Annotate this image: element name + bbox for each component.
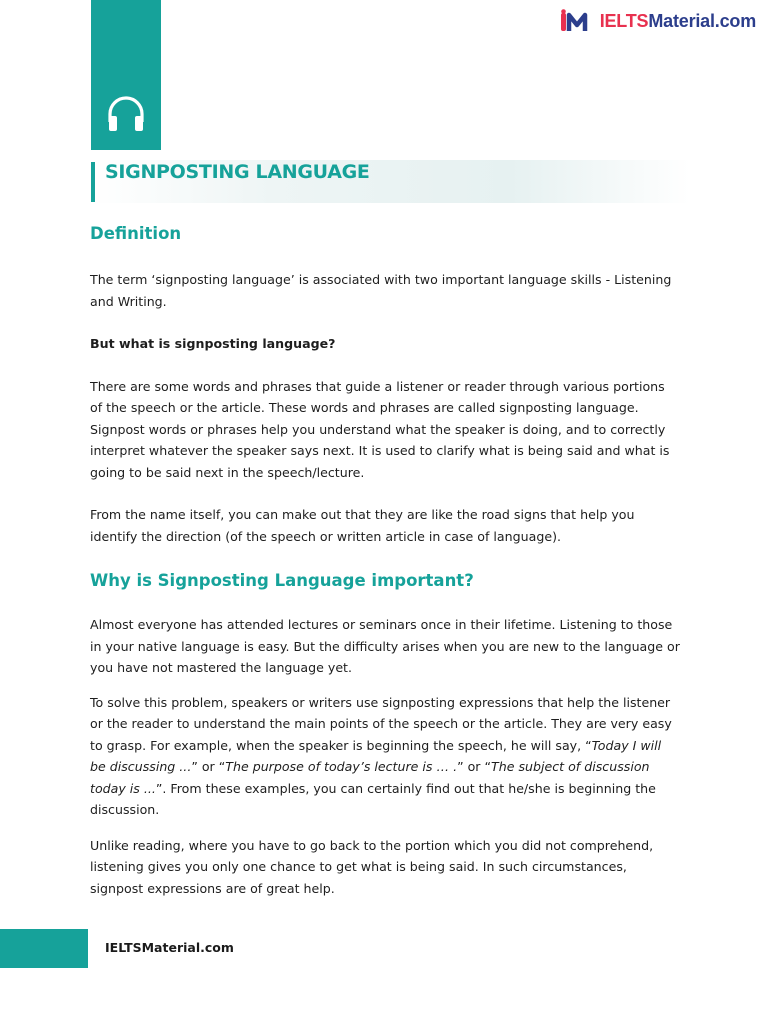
paragraph-examples: To solve this problem, speakers or writers use signposting expressions that help the listener or the reader to understand the main points of the speech or the article. They are very easy to grasp. For example, when the speaker is beginning the speech, he will say, “Today I will be discussing ...” or “The purpose of today’s lecture is … .” or “The subject of discussion today is ...”. From these examples, you can certainly find out that he/she is beginning the discussion.: [90, 694, 672, 817]
intro-paragraph: The term ‘signposting language’ is associated with two important language skills - Listening and Writing.: [90, 272, 672, 309]
question-paragraph: But what is signposting language?: [90, 336, 336, 351]
headphones-icon: [105, 94, 147, 132]
logo-mark-icon: [560, 9, 596, 33]
paragraph-lectures: Almost everyone has attended lectures or seminars once in their lifetime. Listening to those in your native language is easy. But the difficulty arises when you are new to the language or you have not mastered the language yet.: [90, 617, 680, 675]
footer-accent-bar: [0, 929, 88, 968]
paragraph-road-signs: From the name itself, you can make out that they are like the road signs that help you identify the direction (of the speech or written article in case of language).: [90, 507, 635, 544]
definition-heading: Definition: [90, 224, 182, 243]
logo-text: IELTSMaterial.com: [599, 10, 756, 31]
title-accent-bar: [91, 162, 95, 202]
example-1: Today I will be discussing ...: [90, 737, 662, 774]
document-body: [90, 222, 680, 899]
footer-site-link[interactable]: IELTSMaterial.com: [105, 940, 234, 955]
paragraph-what-is: There are some words and phrases that guide a listener or reader through various portions of the speech or the article. These words and phrases are called signposting language. Signpost words or phrases help you understand what the speaker is doing, and to correctly interpret whatever the speaker says next. It is used to clarify what is being said and what is going to be said next in the speech/lecture.: [90, 378, 670, 480]
example-2: The purpose of today’s lecture is … .: [225, 759, 458, 774]
page-title: SIGNPOSTING LANGUAGE: [105, 161, 370, 183]
example-3: The subject of discussion today is ...: [90, 759, 650, 796]
why-heading: Why is Signposting Language important?: [90, 571, 474, 590]
brand-logo[interactable]: [560, 8, 756, 34]
paragraph-reading-vs-listening: Unlike reading, where you have to go back to the portion which you did not comprehend, listening gives you only one chance to get what is being said. In such circumstances, signpost expressions are of great help.: [90, 837, 654, 896]
